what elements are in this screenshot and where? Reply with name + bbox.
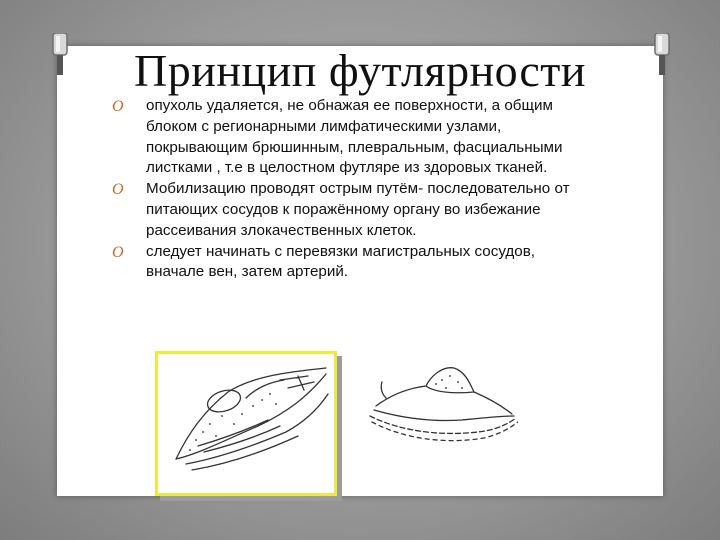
surgical-illustration-left (155, 351, 337, 496)
slide-title: Принцип футлярности (134, 45, 586, 96)
bullet-item (112, 179, 582, 241)
bullet-text: следует начинать с перевязки магистральных сосудов, вначале вен, затем артерий. (146, 242, 535, 281)
bullet-marker-icon: O (112, 181, 124, 199)
bullet-item (112, 242, 582, 284)
en-bloc-resection-drawing (158, 354, 334, 493)
surgical-illustration-right (362, 358, 518, 484)
bullet-text: опухоль удаляется, не обнажая ее поверхности, а общим блоком с регионарными лимфатическими узлами, покрывающим брюшинным, плевральным, фасциальными листками , т.е в целостном футляре из здоровых тканей. (146, 97, 563, 177)
bullet-item (112, 96, 582, 179)
bullet-list (112, 96, 582, 283)
bullet-marker-icon: O (112, 98, 124, 115)
tumor-sheath-drawing (362, 358, 518, 484)
bullet-text: Мобилизацию проводят острым путём- последовательно от питающих сосудов к поражённому органу во избежание рассеивания злокачественных клеток. (146, 180, 570, 239)
bullet-marker-icon: O (112, 243, 124, 261)
